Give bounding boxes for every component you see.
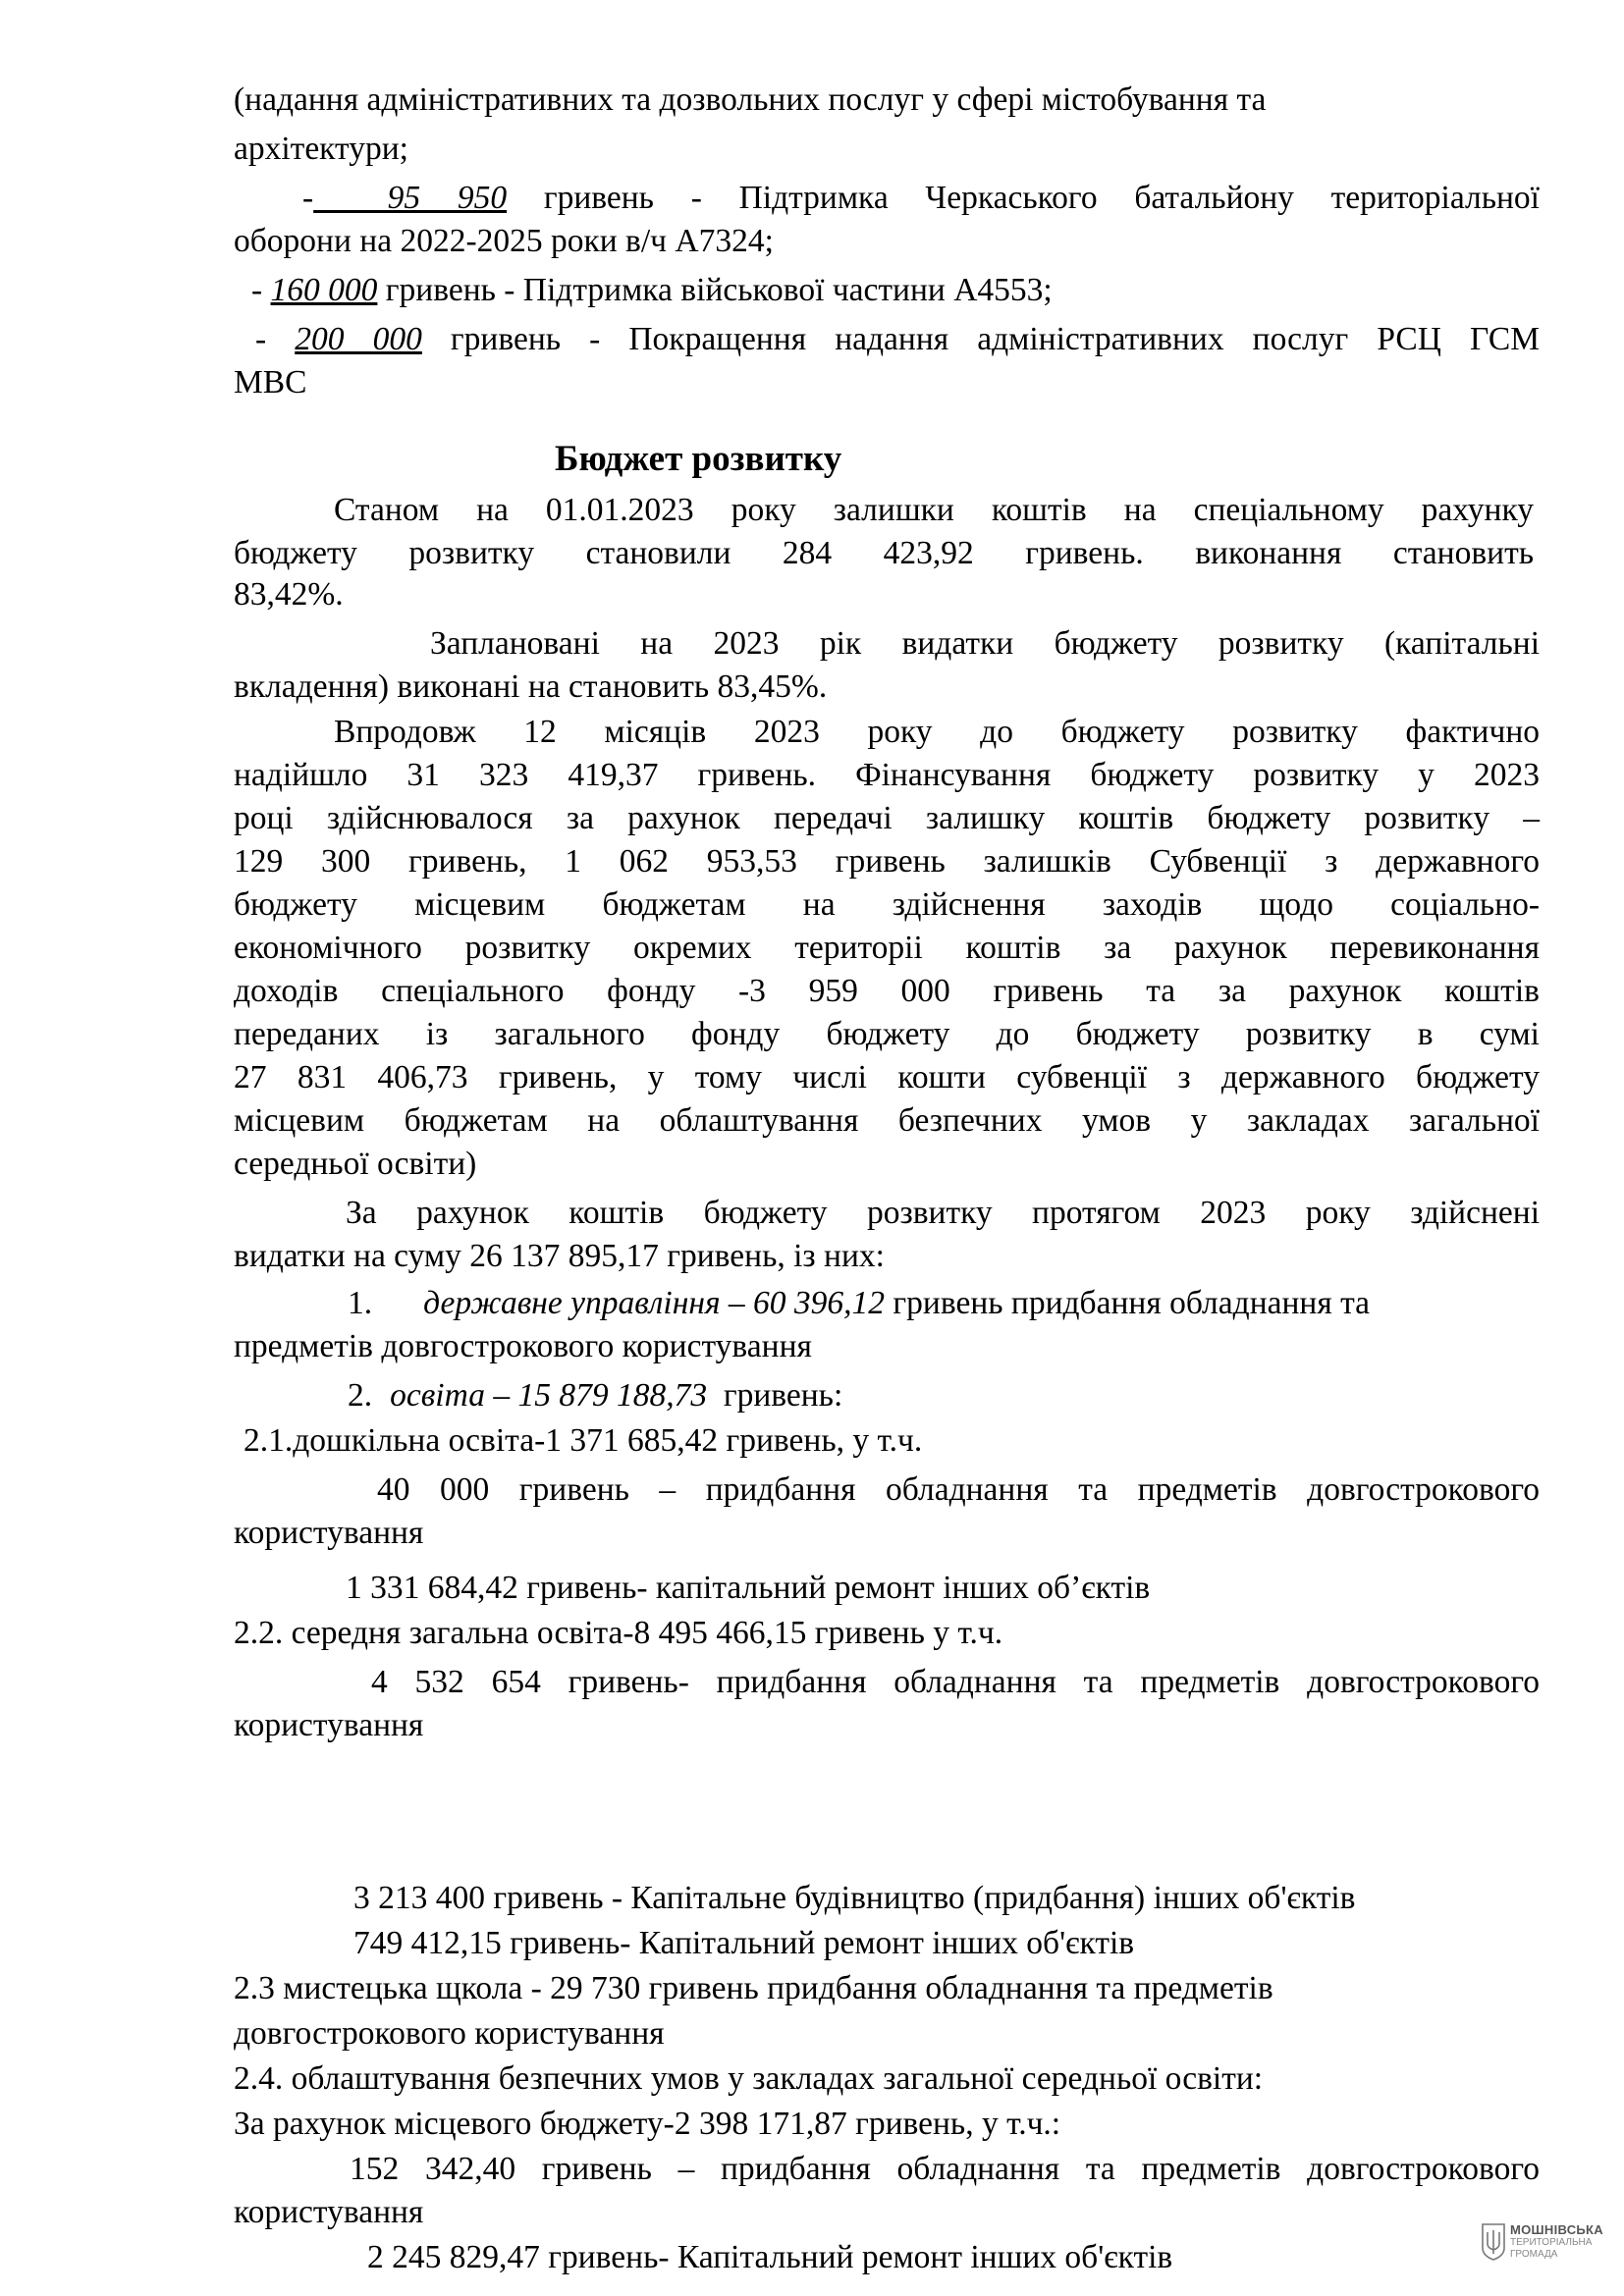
text-line: надійшло 31 323 419,37 гривень. Фінансування бюджету розвитку у 2023	[234, 757, 1540, 793]
list-number: 2.	[348, 1377, 373, 1414]
text-line: 83,42%.	[234, 576, 344, 613]
text-line: користування	[234, 1515, 424, 1551]
text-line: 3 213 400 гривень - Капітальне будівництво (придбання) інших об'єктів	[353, 1880, 1356, 1916]
text-line	[234, 177, 1540, 220]
text-line: доходів спеціального фонду -3 959 000 гривень та за рахунок коштів	[234, 973, 1540, 1009]
text: гривень - Покращення надання адміністративних послуг РСЦ ГСМ	[421, 321, 1541, 357]
text-line: 152 342,40 гривень – придбання обладнання та предметів довгострокового	[350, 2151, 1540, 2187]
text-line: бюджету розвитку становили 284 423,92 гривень. виконання становить	[234, 535, 1534, 571]
list-item	[348, 1374, 1540, 1417]
text-line: 2.2. середня загальна освіта-8 495 466,15 гривень у т.ч.	[234, 1615, 1003, 1651]
text-line: 40 000 гривень – придбання обладнання та предметів довгострокового	[377, 1471, 1540, 1508]
list-item	[348, 1282, 1540, 1325]
dash: -	[255, 321, 296, 357]
logo-subtitle: ГРОМАДА	[1510, 2249, 1558, 2260]
text-line: МВС	[234, 364, 307, 400]
text-line: році здійснювалося за рахунок передачі залишку коштів бюджету розвитку –	[234, 800, 1540, 836]
amount: 160 000	[270, 272, 378, 308]
text-line: 2.1.дошкільна освіта-1 371 685,42 гривень, у т.ч.	[244, 1422, 923, 1459]
text-line: 27 831 406,73 гривень, у тому числі кошти субвенції з державного бюджету	[234, 1059, 1540, 1095]
text-line: 4 532 654 гривень- придбання обладнання та предметів довгострокового	[371, 1664, 1540, 1700]
list-number: 1.	[348, 1285, 373, 1321]
text-line: довгострокового користування	[234, 2015, 665, 2052]
community-logo	[1481, 2220, 1618, 2273]
text: гривень - Підтримка Черкаського батальйону територіальної	[507, 180, 1540, 216]
text-line: середньої освіти)	[234, 1146, 477, 1182]
logo-subtitle: ТЕРИТОРІАЛЬНА	[1510, 2237, 1593, 2248]
section-heading: Бюджет розвитку	[555, 439, 842, 479]
text-line: За рахунок коштів бюджету розвитку протягом 2023 року здійснені	[346, 1195, 1540, 1231]
amount: 200 000	[295, 321, 422, 357]
text: гривень придбання обладнання та	[885, 1285, 1371, 1321]
text-line	[234, 318, 1540, 361]
text: гривень - Підтримка військової частини А4553;	[377, 272, 1053, 308]
text-line: архітектури;	[234, 131, 408, 167]
text-line: 2.3 мистецька щкола - 29 730 гривень придбання обладнання та предметів	[234, 1970, 1273, 2006]
text-line: 1 331 684,42 гривень- капітальний ремонт інших об’єктів	[346, 1570, 1151, 1606]
text-line	[234, 269, 1540, 312]
dash: -	[302, 180, 314, 216]
category: освіта – 15 879 188,73	[390, 1377, 708, 1414]
text-line: видатки на суму 26 137 895,17 гривень, із них:	[234, 1238, 885, 1274]
text-line: 129 300 гривень, 1 062 953,53 гривень залишків Субвенції з державного	[234, 843, 1540, 880]
text-line: Заплановані на 2023 рік видатки бюджету розвитку (капітальні	[430, 625, 1540, 662]
text-line: (надання адміністративних та дозвольних послуг у сфері містобування та	[234, 81, 1267, 118]
text-line: Станом на 01.01.2023 року залишки коштів на спеціальному рахунку	[334, 492, 1534, 528]
logo-title: МОШНІВСЬКА	[1510, 2222, 1603, 2237]
category: державне управління – 60 396,12	[423, 1285, 886, 1321]
text-line: оборони на 2022-2025 роки в/ч А7324;	[234, 223, 774, 259]
text-line: користування	[234, 1707, 424, 1743]
text-line: 749 412,15 гривень- Капітальний ремонт інших об'єктів	[353, 1925, 1135, 1961]
text-line: вкладення) виконані на становить 83,45%.	[234, 668, 828, 705]
text-line: місцевим бюджетам на облаштування безпечних умов у закладах загальної	[234, 1102, 1540, 1139]
amount: 95 950	[313, 180, 508, 216]
text-line: економічного розвитку окремих територіі коштів за рахунок перевиконання	[234, 930, 1540, 966]
text-line: Впродовж 12 місяців 2023 року до бюджету розвитку фактично	[334, 714, 1540, 750]
text-line: користування	[234, 2194, 424, 2230]
text-line: За рахунок місцевого бюджету-2 398 171,87 гривень, у т.ч.:	[234, 2106, 1061, 2142]
dash: -	[251, 272, 271, 308]
text-line: 2.4. облаштування безпечних умов у закладах загальної середньої освіти:	[234, 2060, 1264, 2097]
text: гривень:	[707, 1377, 843, 1414]
text-line: предметів довгострокового користування	[234, 1328, 812, 1364]
text-line: переданих із загального фонду бюджету до бюджету розвитку в сумі	[234, 1016, 1540, 1052]
text-line: бюджету місцевим бюджетам на здійснення заходів щодо соціально-	[234, 886, 1540, 923]
text-line: 2 245 829,47 гривень- Капітальний ремонт інших об'єктів	[367, 2239, 1173, 2275]
trident-crest-icon	[1481, 2222, 1506, 2262]
